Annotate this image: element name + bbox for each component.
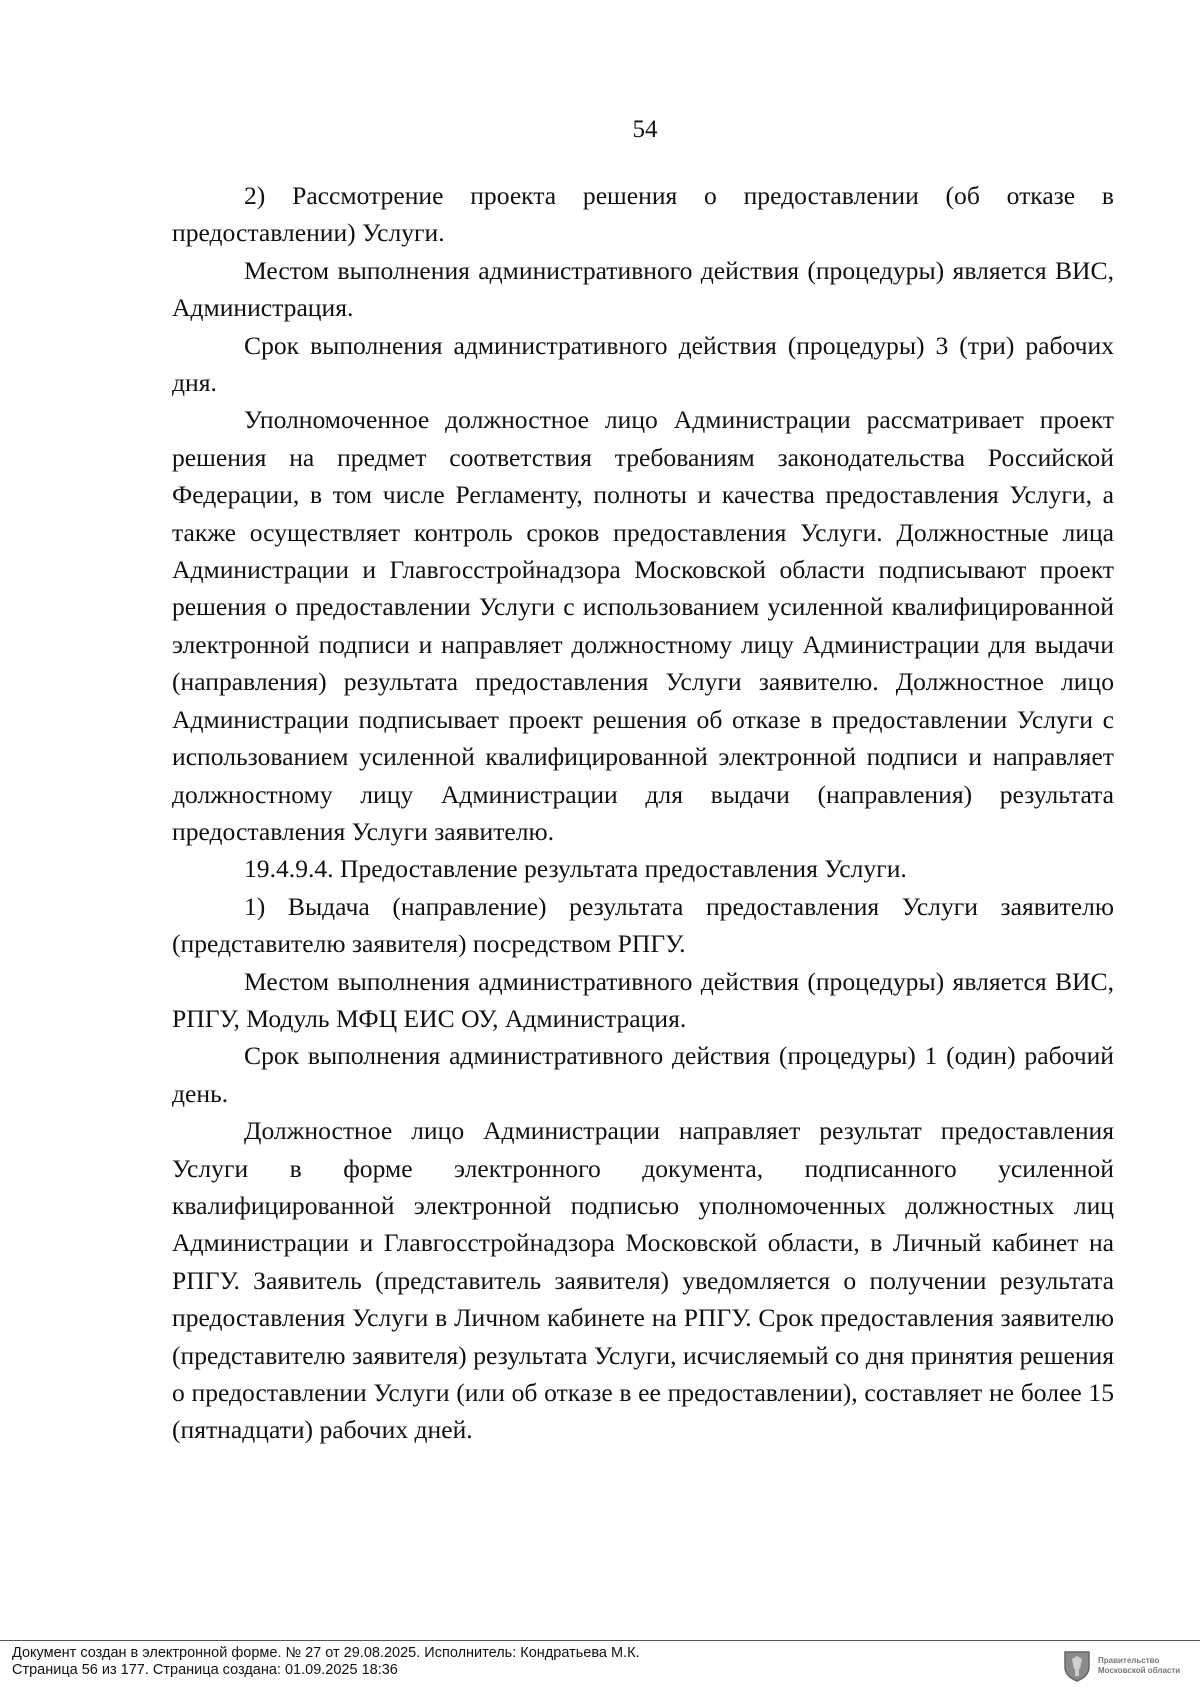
paragraph: 2) Рассмотрение проекта решения о предоставлении (об отказе в предоставлении) Услуги. [172,181,1114,248]
paragraph: Срок выполнения административного действия (процедуры) 1 (один) рабочий день. [172,1041,1114,1108]
paragraph: Местом выполнения административного действия (процедуры) является ВИС, Администрация. [172,255,1114,323]
paragraph: 19.4.9.4. Предоставление результата предоставления Услуги. [244,854,907,884]
paragraph: 1) Выдача (направление) результата предоставления Услуги заявителю (представителю заявителя) посредством РПГУ. [172,891,1114,959]
footer-info [12,1645,640,1679]
page-number: 54 [632,116,658,143]
paragraph: Местом выполнения административного действия (процедуры) является ВИС, РПГУ, Модуль МФЦ ЕИС ОУ, Администрация. [172,966,1114,1033]
paragraph: Должностное лицо Администрации направляет результат предоставления Услуги в форме электронного документа, подписанного усиленной квалифицированной электронной подписью уполномоченных должностных лиц Администрации и Главгосстройнадзора Московской области, в Личный кабинет на РПГУ. Заявитель (представитель заявителя) уведомляется о получении результата предоставления Услуги в Личном кабинете на РПГУ. Срок предоставления заявителю (представителю заявителя) результата Услуги, исчисляемый со дня принятия решения о предоставлении Услуги (или об отказе в ее предоставлении), составляет не более 15 (пятнадцати) рабочих дней. [172,1116,1114,1445]
footer-line-document: Документ создан в электронной форме. № 27 от 29.08.2025. Исполнитель: Кондратьева М.К. [12,1645,640,1661]
document-body [172,177,1114,1449]
footer-divider [0,1640,1200,1641]
logo-line-2: Московской области [1098,1666,1181,1675]
paragraph: Уполномоченное должностное лицо Администрации рассматривает проект решения на предмет соответствия требованиям законодательства Российской Федерации, в том числе Регламенту, полноты и качества предоставления Услуги, а также осуществляет контроль сроков предоставления Услуги. Должностные лица Администрации и Главгосстройнадзора Московской области подписывают проект решения о предоставлении Услуги с использованием усиленной квалифицированной электронной подписи и направляет должностному лицу Администрации для выдачи (направления) результата предоставления Услуги заявителю. Должностное лицо Администрации подписывает проект решения об отказе в предоставлении Услуги с использованием усиленной квалифицированной электронной подписи и направляет должностному лицу Администрации для выдачи (направления) результата предоставления Услуги заявителю. [172,405,1114,846]
footer-line-page: Страница 56 из 177. Страница создана: 01.09.2025 18:36 [12,1662,398,1678]
coat-of-arms-icon [1062,1649,1092,1683]
paragraph: Срок выполнения административного действия (процедуры) 3 (три) рабочих дня. [172,330,1114,398]
logo-line-1: Правительство [1098,1656,1160,1665]
logo-caption [1098,1656,1180,1676]
government-logo [1062,1646,1192,1686]
